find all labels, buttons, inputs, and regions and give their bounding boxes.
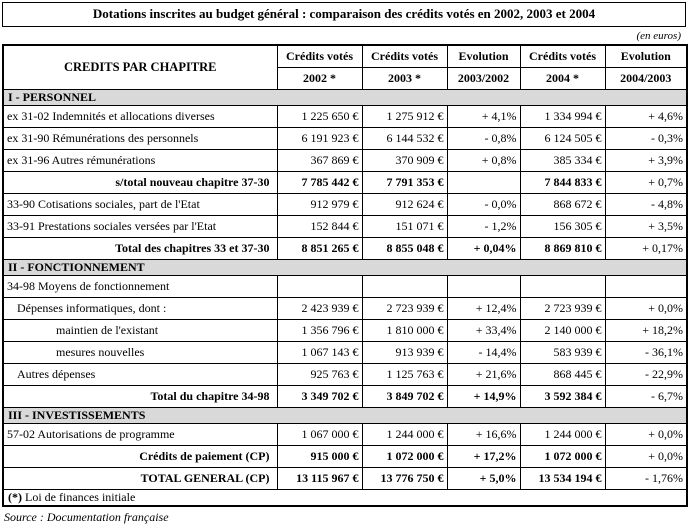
credits-2004-value: 2 140 000 € <box>520 319 605 341</box>
section-title: II - FONCTIONNEMENT <box>3 259 687 275</box>
row-label: ex 31-96 Autres rémunérations <box>3 149 277 171</box>
evolution-2004-2003-value: + 4,6% <box>605 105 687 127</box>
credits-2004-value: 13 534 194 € <box>520 467 605 489</box>
credits-2002-value: 7 785 442 € <box>277 171 362 193</box>
credits-2003-value: 1 244 000 € <box>362 423 447 445</box>
evolution-2003-2002-value <box>447 275 520 297</box>
row-label: TOTAL GENERAL (CP) <box>3 467 277 489</box>
credits-2004-value: 583 939 € <box>520 341 605 363</box>
evolution-2004-2003-value: - 36,1% <box>605 341 687 363</box>
col-header-evolution-2004-2003: Evolution <box>605 45 687 67</box>
evolution-2004-2003-value: + 0,0% <box>605 445 687 467</box>
credits-2003-value: 370 909 € <box>362 149 447 171</box>
total-row <box>3 171 687 193</box>
credits-2004-value: 156 305 € <box>520 215 605 237</box>
credits-2002-value: 13 115 967 € <box>277 467 362 489</box>
evolution-2004-2003-value: + 0,0% <box>605 297 687 319</box>
credits-2004-value: 1 072 000 € <box>520 445 605 467</box>
total-row <box>3 445 687 467</box>
col-header-year-2002: 2002 * <box>277 67 362 89</box>
evolution-2003-2002-value: + 0,04% <box>447 237 520 259</box>
evolution-2003-2002-value <box>447 171 520 193</box>
section-header-row <box>3 89 687 105</box>
credits-2004-value: 868 672 € <box>520 193 605 215</box>
source-note: Source : Documentation française <box>4 509 169 524</box>
credits-2003-value: 6 144 532 € <box>362 127 447 149</box>
table-header <box>3 45 687 89</box>
col-header-credits-2003: Crédits votés <box>362 45 447 67</box>
row-label: 33-90 Cotisations sociales, part de l'Etat <box>3 193 277 215</box>
credits-2004-value: 2 723 939 € <box>520 297 605 319</box>
evolution-2004-2003-value: + 0,17% <box>605 237 687 259</box>
credits-2003-value: 13 776 750 € <box>362 467 447 489</box>
evolution-2004-2003-value <box>605 275 687 297</box>
row-label: 33-91 Prestations sociales versées par l'Etat <box>3 215 277 237</box>
credits-2002-value: 8 851 265 € <box>277 237 362 259</box>
table-row <box>3 127 687 149</box>
page-title: Dotations inscrites au budget général : comparaison des crédits votés en 2002, 2003 et 2004 <box>2 2 686 27</box>
evolution-2003-2002-value: - 0,0% <box>447 193 520 215</box>
evolution-2003-2002-value: - 1,2% <box>447 215 520 237</box>
credits-2004-value: 8 869 810 € <box>520 237 605 259</box>
credits-2004-value: 868 445 € <box>520 363 605 385</box>
credits-2002-value: 1 225 650 € <box>277 105 362 127</box>
evolution-2003-2002-value: + 4,1% <box>447 105 520 127</box>
evolution-2003-2002-value: + 0,8% <box>447 149 520 171</box>
col-header-ratio-2003-2002: 2003/2002 <box>447 67 520 89</box>
credits-2004-value: 1 244 000 € <box>520 423 605 445</box>
evolution-2004-2003-value: - 0,3% <box>605 127 687 149</box>
credits-2002-value: 1 356 796 € <box>277 319 362 341</box>
credits-2002-value: 152 844 € <box>277 215 362 237</box>
row-label: ex 31-90 Rémunérations des personnels <box>3 127 277 149</box>
evolution-2003-2002-value: - 0,8% <box>447 127 520 149</box>
total-row <box>3 385 687 407</box>
credits-2002-value: 912 979 € <box>277 193 362 215</box>
footnote-label <box>3 489 687 506</box>
section-header-row <box>3 407 687 423</box>
total-row <box>3 237 687 259</box>
credits-2003-value: 1 125 763 € <box>362 363 447 385</box>
row-label: Crédits de paiement (CP) <box>3 445 277 467</box>
col-header-credits-2002: Crédits votés <box>277 45 362 67</box>
footnote-marker: (*) <box>8 489 22 504</box>
row-label: Total des chapitres 33 et 37-30 <box>3 237 277 259</box>
evolution-2003-2002-value: + 21,6% <box>447 363 520 385</box>
evolution-2003-2002-value: + 14,9% <box>447 385 520 407</box>
footnote-row <box>3 489 687 506</box>
evolution-2003-2002-value: - 14,4% <box>447 341 520 363</box>
credits-2002-value: 1 067 000 € <box>277 423 362 445</box>
credits-2002-value: 915 000 € <box>277 445 362 467</box>
table-row <box>3 319 687 341</box>
credits-2002-value: 2 423 939 € <box>277 297 362 319</box>
table-row <box>3 423 687 445</box>
header-row-top <box>3 45 687 67</box>
credits-2002-value <box>277 275 362 297</box>
credits-2003-value <box>362 275 447 297</box>
col-header-ratio-2004-2003: 2004/2003 <box>605 67 687 89</box>
evolution-2004-2003-value: + 0,7% <box>605 171 687 193</box>
total-row <box>3 467 687 489</box>
credits-2004-value: 3 592 384 € <box>520 385 605 407</box>
section-title: I - PERSONNEL <box>3 89 687 105</box>
currency-unit-note: (en euros) <box>636 30 681 42</box>
section-header-row <box>3 259 687 275</box>
credits-2002-value: 3 349 702 € <box>277 385 362 407</box>
section-title: III - INVESTISSEMENTS <box>3 407 687 423</box>
evolution-2004-2003-value: + 3,5% <box>605 215 687 237</box>
credits-2004-value <box>520 275 605 297</box>
evolution-2004-2003-value: - 6,7% <box>605 385 687 407</box>
evolution-2003-2002-value: + 12,4% <box>447 297 520 319</box>
col-header-credits-2004: Crédits votés <box>520 45 605 67</box>
row-label: 34-98 Moyens de fonctionnement <box>3 275 277 297</box>
evolution-2004-2003-value: - 22,9% <box>605 363 687 385</box>
evolution-2004-2003-value: + 18,2% <box>605 319 687 341</box>
credits-2002-value: 367 869 € <box>277 149 362 171</box>
row-label: mesures nouvelles <box>3 341 277 363</box>
evolution-2003-2002-value: + 33,4% <box>447 319 520 341</box>
row-label: Dépenses informatiques, dont : <box>3 297 277 319</box>
credits-2003-value: 3 849 702 € <box>362 385 447 407</box>
credits-2002-value: 1 067 143 € <box>277 341 362 363</box>
row-label: maintien de l'existant <box>3 319 277 341</box>
credits-2003-value: 1 810 000 € <box>362 319 447 341</box>
col-header-year-2003: 2003 * <box>362 67 447 89</box>
row-label: Autres dépenses <box>3 363 277 385</box>
row-label: Total du chapitre 34-98 <box>3 385 277 407</box>
evolution-2004-2003-value: + 3,9% <box>605 149 687 171</box>
credits-2004-value: 385 334 € <box>520 149 605 171</box>
credits-2003-value: 912 624 € <box>362 193 447 215</box>
credits-2002-value: 925 763 € <box>277 363 362 385</box>
table-row <box>3 275 687 297</box>
table-row <box>3 341 687 363</box>
credits-2003-value: 2 723 939 € <box>362 297 447 319</box>
credits-2003-value: 8 855 048 € <box>362 237 447 259</box>
evolution-2004-2003-value: - 1,76% <box>605 467 687 489</box>
col-header-year-2004: 2004 * <box>520 67 605 89</box>
evolution-2003-2002-value: + 17,2% <box>447 445 520 467</box>
credits-2003-value: 1 275 912 € <box>362 105 447 127</box>
credits-2004-value: 1 334 994 € <box>520 105 605 127</box>
row-label: ex 31-02 Indemnités et allocations diverses <box>3 105 277 127</box>
credits-2003-value: 913 939 € <box>362 341 447 363</box>
evolution-2004-2003-value: - 4,8% <box>605 193 687 215</box>
footnote-text: Loi de finances initiale <box>22 489 136 504</box>
row-label: s/total nouveau chapitre 37-30 <box>3 171 277 193</box>
credits-2002-value: 6 191 923 € <box>277 127 362 149</box>
credits-2004-value: 7 844 833 € <box>520 171 605 193</box>
table-row <box>3 149 687 171</box>
col-header-evolution-2003-2002: Evolution <box>447 45 520 67</box>
table-row <box>3 105 687 127</box>
col-header-chapitre: CREDITS PAR CHAPITRE <box>3 45 277 89</box>
evolution-2003-2002-value: + 5,0% <box>447 467 520 489</box>
row-label: 57-02 Autorisations de programme <box>3 423 277 445</box>
budget-table <box>2 44 688 507</box>
credits-2003-value: 7 791 353 € <box>362 171 447 193</box>
table-body <box>3 89 687 506</box>
credits-2003-value: 1 072 000 € <box>362 445 447 467</box>
table-row <box>3 297 687 319</box>
evolution-2003-2002-value: + 16,6% <box>447 423 520 445</box>
table-row <box>3 215 687 237</box>
evolution-2004-2003-value: + 0,0% <box>605 423 687 445</box>
credits-2003-value: 151 071 € <box>362 215 447 237</box>
table-row <box>3 363 687 385</box>
credits-2004-value: 6 124 505 € <box>520 127 605 149</box>
table-row <box>3 193 687 215</box>
